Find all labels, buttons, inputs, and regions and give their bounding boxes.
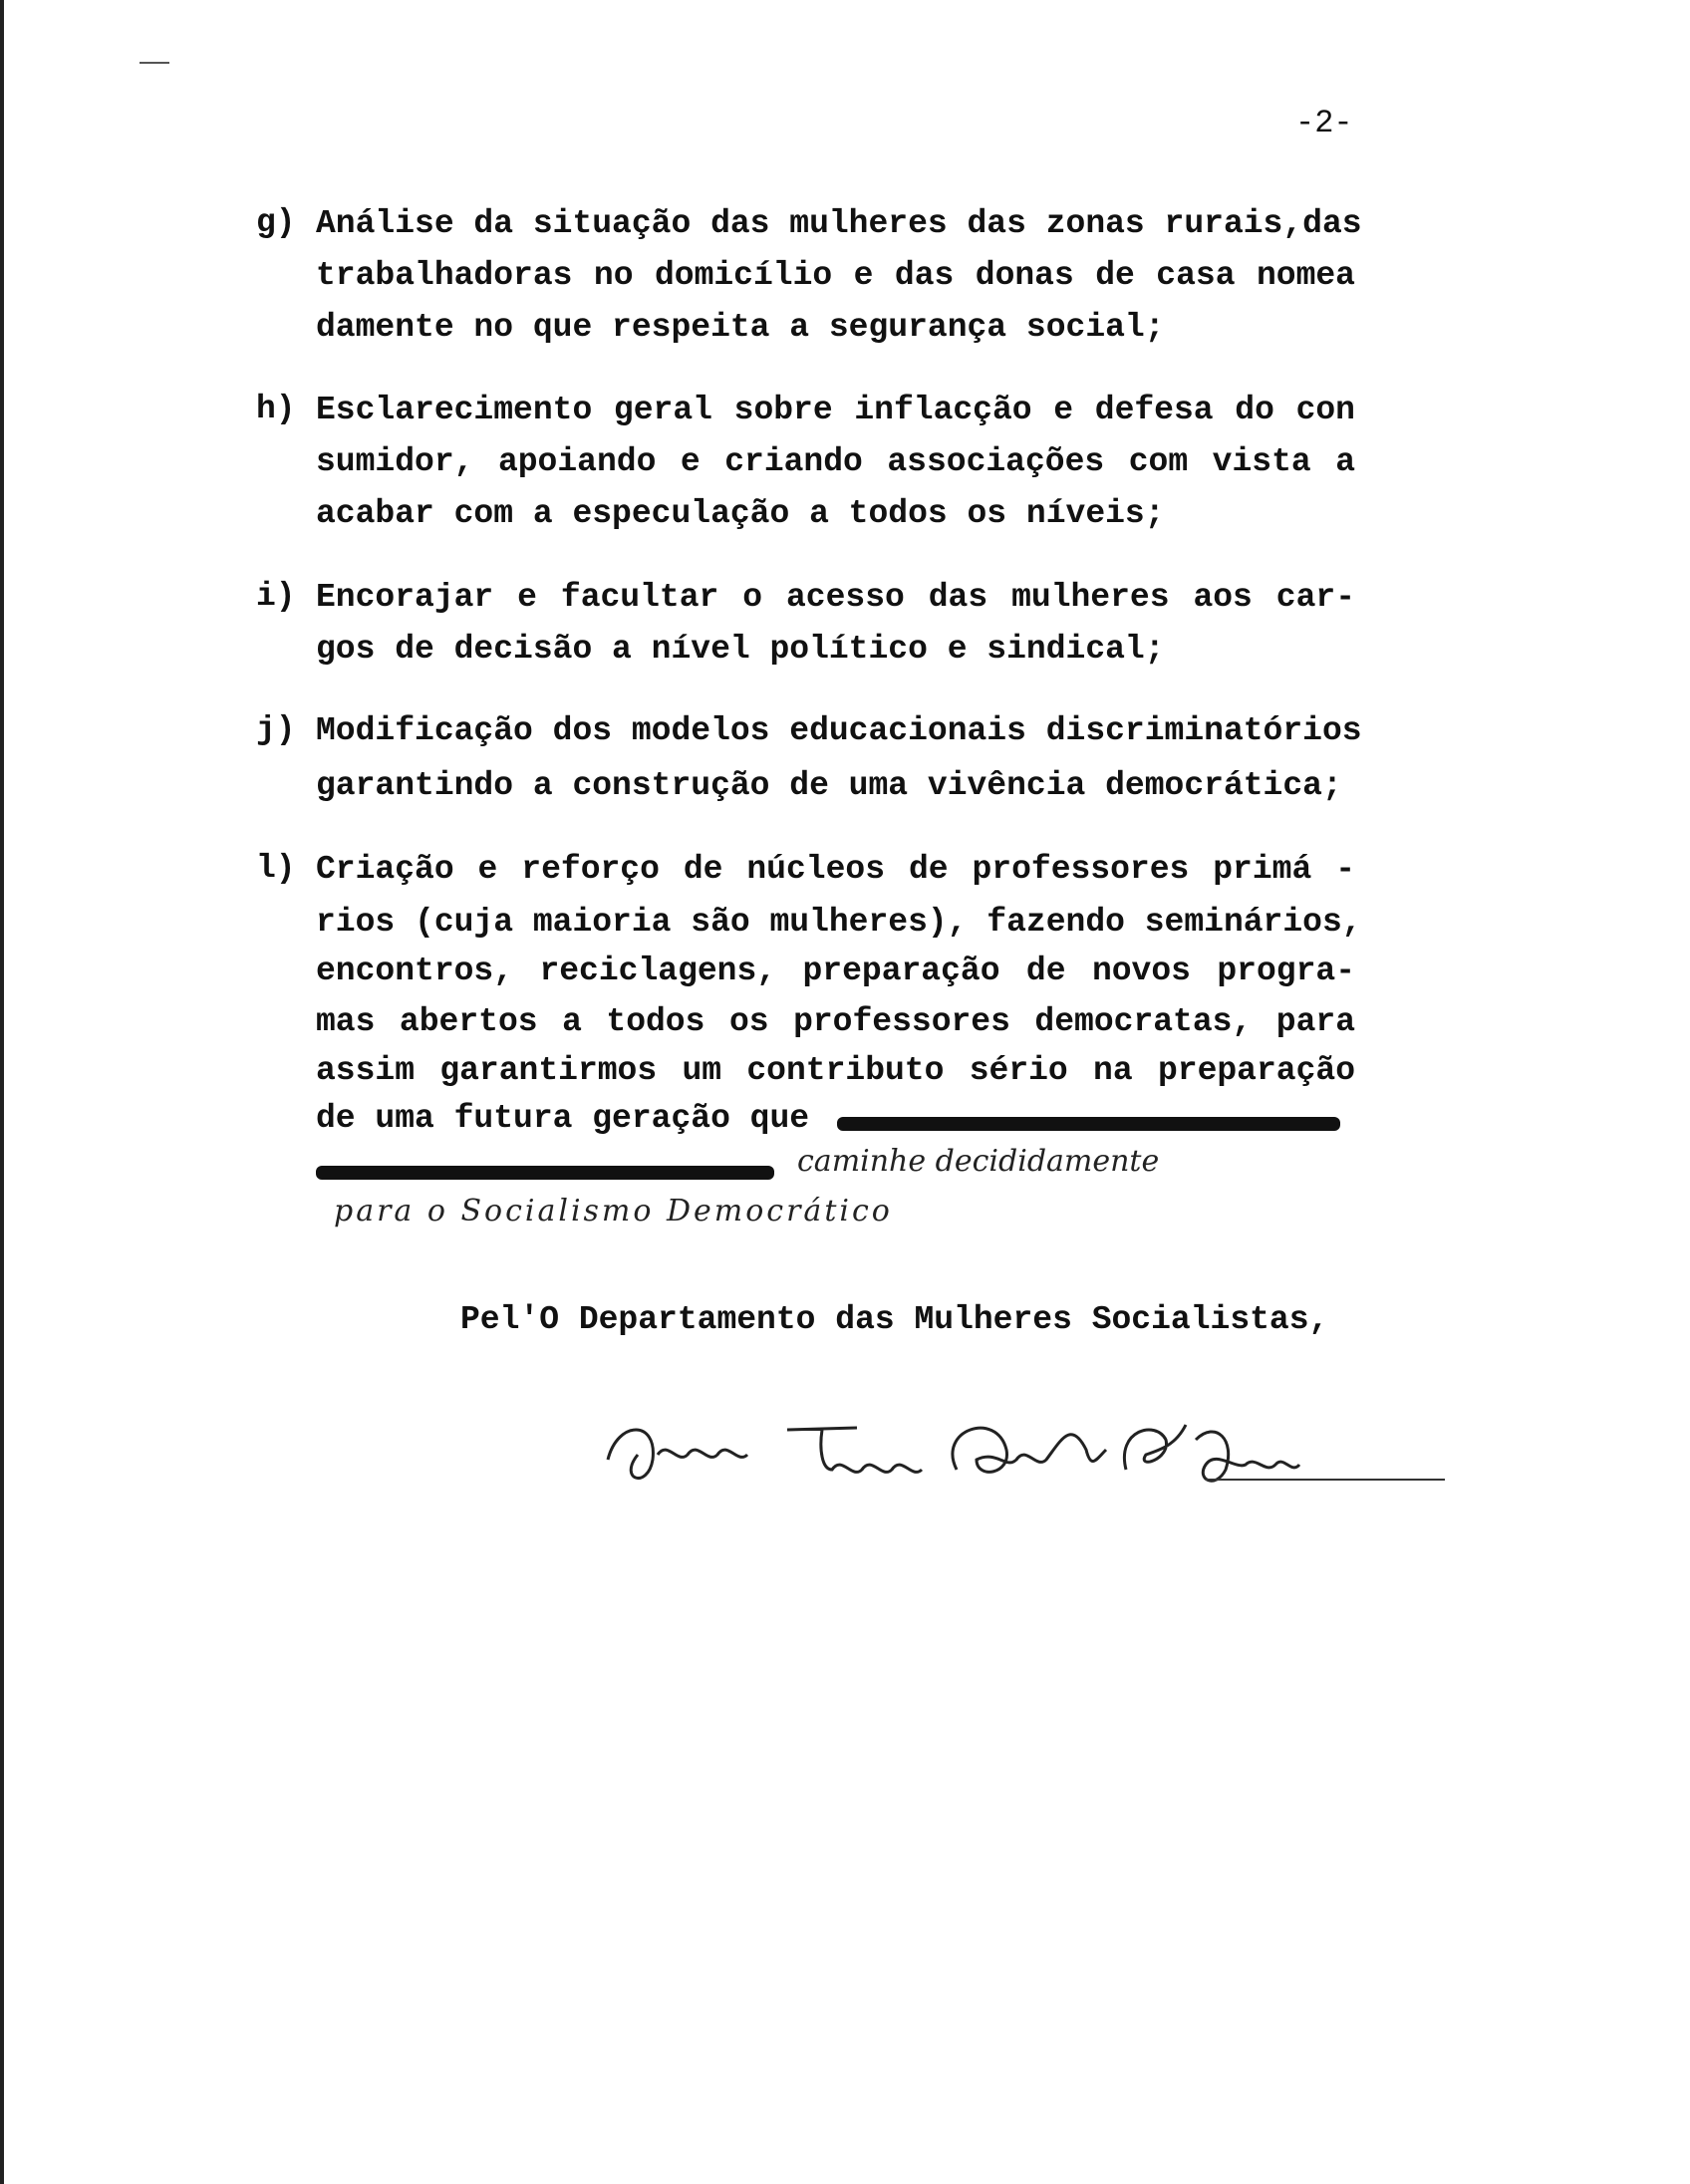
item-line: gos de decisão a nível político e sindical;	[316, 631, 1165, 668]
item-line: trabalhadoras no domicílio e das donas de casa nomea	[316, 257, 1355, 294]
handwritten-insertion: caminhe decididamente	[797, 1144, 1160, 1179]
handwritten-insertion: para o Socialismo Democrático	[334, 1194, 893, 1228]
redacted-strikethrough	[837, 1117, 1340, 1131]
item-line: garantindo a construção de uma vivência democrática;	[316, 767, 1342, 804]
item-label: j)	[256, 711, 296, 748]
page-number: -2-	[1295, 105, 1353, 141]
item-line: encontros, reciclagens, preparação de novos progra-	[316, 953, 1355, 989]
item-line: sumidor, apoiando e criando associações com vista a	[316, 443, 1355, 480]
signature	[598, 1400, 1455, 1514]
signature-scribble	[598, 1400, 1455, 1509]
item-line: rios (cuja maioria são mulheres), fazendo seminários,	[316, 904, 1362, 941]
redacted-strikethrough	[316, 1166, 774, 1180]
item-line: de uma futura geração que	[316, 1100, 810, 1137]
item-label: l)	[256, 850, 296, 887]
item-line: Criação e reforço de núcleos de professores primá -	[316, 851, 1355, 888]
item-label: g)	[256, 204, 296, 241]
item-line: assim garantirmos um contributo sério na preparação	[316, 1052, 1355, 1089]
item-line: damente no que respeita a segurança social;	[316, 309, 1165, 346]
item-label: i)	[256, 578, 296, 615]
item-line: Modificação dos modelos educacionais discriminatórios	[316, 712, 1362, 749]
closing-line: Pel'O Departamento das Mulheres Socialistas,	[460, 1301, 1329, 1338]
item-line: acabar com a especulação a todos os níveis;	[316, 495, 1165, 532]
page-edge	[0, 0, 4, 2184]
item-line: mas abertos a todos os professores democratas, para	[316, 1003, 1355, 1040]
scan-mark	[140, 62, 169, 64]
item-line: Análise da situação das mulheres das zonas rurais,das	[316, 205, 1362, 242]
item-label: h)	[256, 391, 296, 427]
item-line: Encorajar e facultar o acesso das mulheres aos car-	[316, 579, 1355, 616]
item-line: Esclarecimento geral sobre inflacção e defesa do con	[316, 392, 1355, 428]
